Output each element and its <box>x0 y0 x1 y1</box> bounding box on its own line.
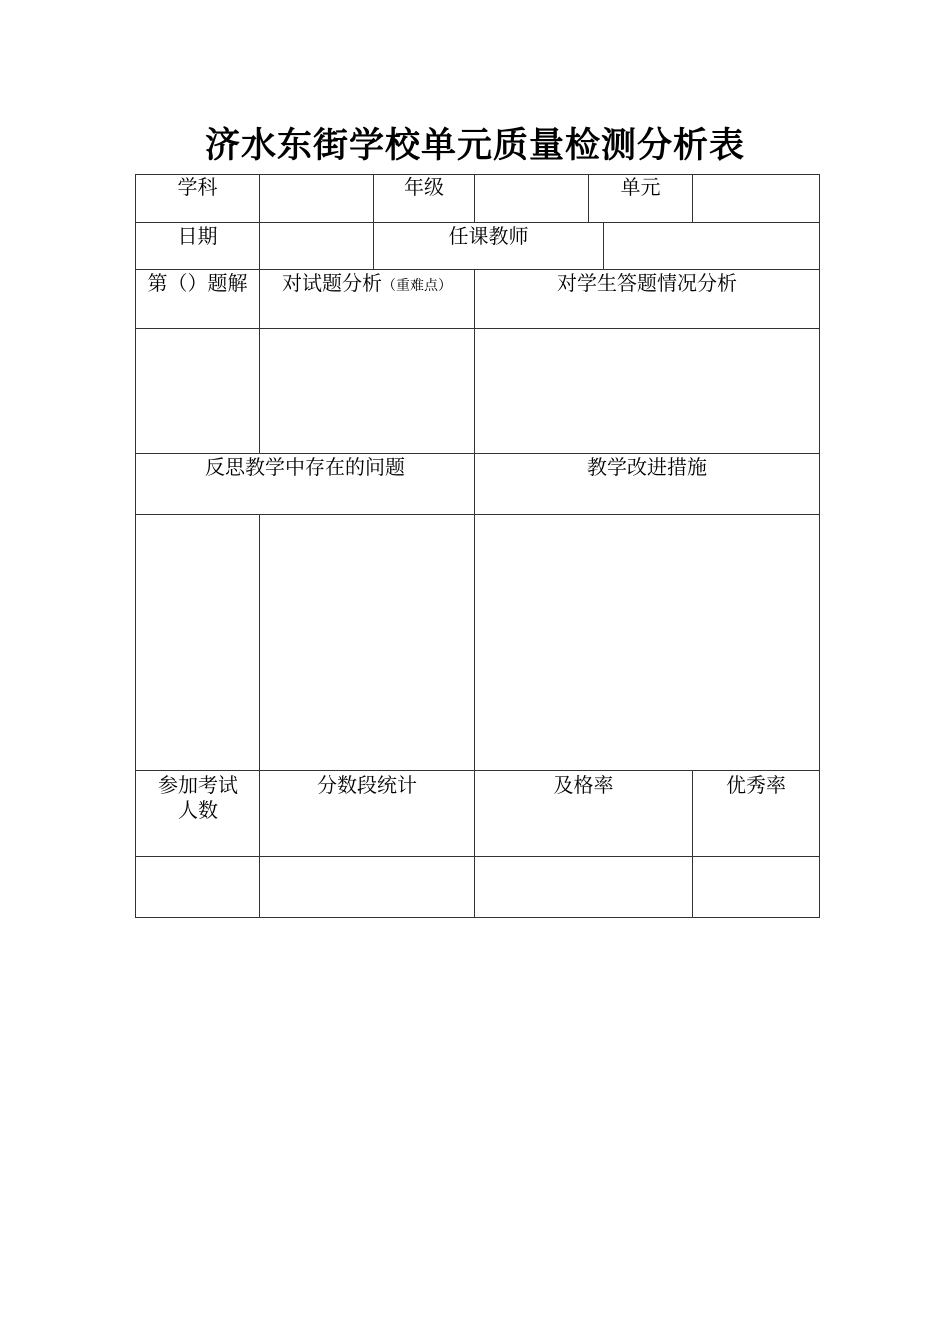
score-distribution-value-cell[interactable] <box>260 857 474 917</box>
score-distribution-label: 分数段统计 <box>317 773 417 797</box>
teacher-label: 任课教师 <box>448 224 529 248</box>
improvement-content-cell[interactable] <box>475 515 819 770</box>
row-divider <box>135 269 820 270</box>
improvement-label: 教学改进措施 <box>587 455 707 479</box>
grade-label: 年级 <box>404 175 444 199</box>
analysis-header <box>260 271 474 299</box>
table-border-bottom <box>135 917 820 918</box>
student-analysis-content-cell[interactable] <box>475 329 819 453</box>
table-border-right <box>819 174 820 918</box>
participants-value-cell[interactable] <box>136 857 259 917</box>
reflection-label: 反思教学中存在的问题 <box>205 455 405 479</box>
unit-label: 单元 <box>620 175 661 199</box>
analysis-label: 对试题分析 <box>282 271 382 295</box>
date-value-cell[interactable] <box>260 223 373 269</box>
analysis-content-cell[interactable] <box>260 329 474 453</box>
participants-label: 参加考试人数 <box>158 773 238 822</box>
question-label: 第（）题解 <box>147 271 248 295</box>
subject-value-cell[interactable] <box>260 175 373 222</box>
row-divider <box>135 770 820 771</box>
grade-value-cell[interactable] <box>475 175 588 222</box>
question-content-cell[interactable] <box>136 329 259 453</box>
subject-label: 学科 <box>177 175 218 199</box>
analysis-note: （重难点） <box>382 278 452 294</box>
student-analysis-label: 对学生答题情况分析 <box>557 271 737 295</box>
teacher-value-cell[interactable] <box>604 223 819 269</box>
pass-rate-label: 及格率 <box>553 773 614 797</box>
page-title: 济水东街学校单元质量检测分析表 <box>204 125 745 166</box>
reflection-content-cell-2[interactable] <box>260 515 474 770</box>
excellent-rate-value-cell[interactable] <box>693 857 819 917</box>
pass-rate-value-cell[interactable] <box>475 857 692 917</box>
date-label: 日期 <box>177 224 218 248</box>
reflection-content-cell-1[interactable] <box>136 515 259 770</box>
unit-value-cell[interactable] <box>693 175 819 222</box>
row-divider <box>135 453 820 454</box>
excellent-rate-label: 优秀率 <box>726 773 786 797</box>
